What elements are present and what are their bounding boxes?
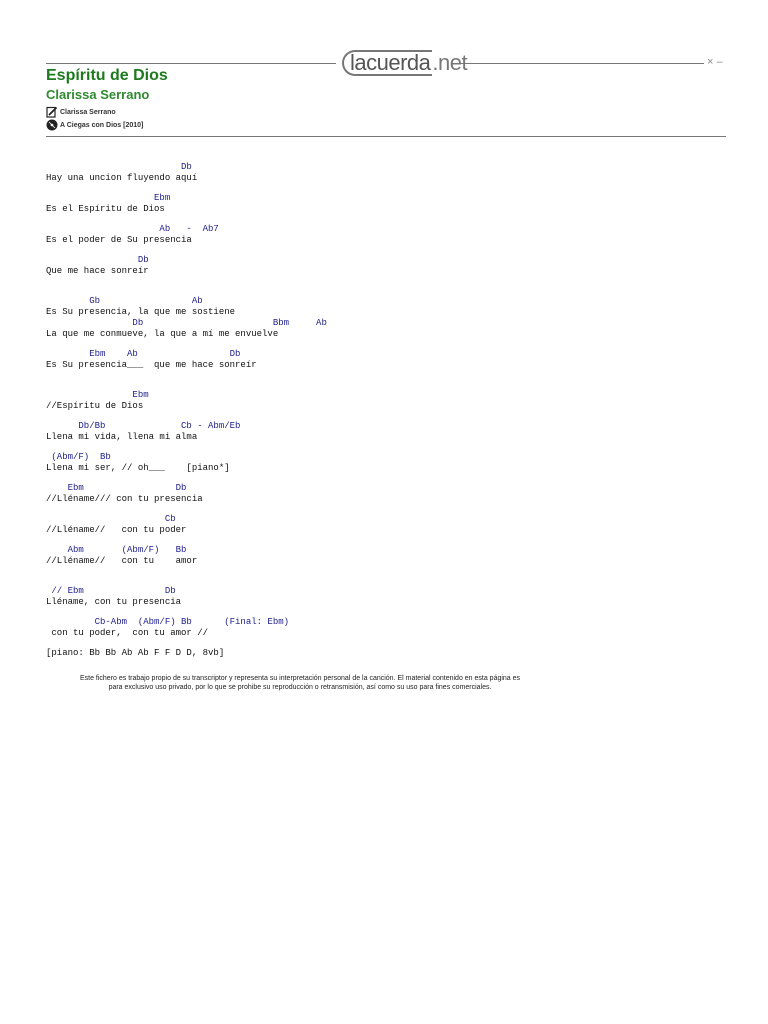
- pencil-icon: [46, 106, 58, 118]
- close-icon[interactable]: × –: [707, 56, 723, 68]
- lyric-line: //Lléname// con tu amor: [46, 556, 198, 566]
- line-gap: [46, 340, 327, 349]
- chord-line: Db/Bb Cb - Abm/Eb: [46, 421, 241, 431]
- chord-line: Ebm Ab Db: [46, 349, 241, 359]
- chord-line: Ab - Ab7: [46, 224, 219, 234]
- lyric-line: Llena mi ser, // oh___ [piano*]: [46, 463, 230, 473]
- lyric-line: //Espíritu de Dios: [46, 401, 144, 411]
- site-logo[interactable]: [342, 50, 467, 76]
- author-meta: [46, 106, 116, 118]
- stanza-gap: [46, 567, 327, 586]
- disclaimer-line-2: para exclusivo uso privado, por lo que se prohibe su reproducción o retransmisión, así como su uso para fines comerciales.: [108, 684, 492, 691]
- chord-line: Db: [46, 162, 192, 172]
- line-gap: [46, 184, 327, 193]
- logo-tld: .net: [432, 50, 468, 75]
- header-rule-bottom: [46, 136, 726, 137]
- line-gap: [46, 246, 327, 255]
- header-rule-left: [46, 63, 336, 64]
- song-title: Espíritu de Dios: [46, 67, 168, 84]
- author-name[interactable]: Clarissa Serrano: [60, 108, 116, 116]
- lyric-line: Lléname, con tu presencia: [46, 597, 182, 607]
- lyric-line: Es el poder de Su presencia: [46, 235, 192, 245]
- song-body: [46, 162, 327, 659]
- chord-line: Ebm: [46, 390, 149, 400]
- album-meta: [46, 119, 143, 131]
- lyric-line: //Lléname/// con tu presencia: [46, 494, 203, 504]
- line-gap: [46, 639, 327, 648]
- lyric-line: Que me hace sonreír: [46, 266, 149, 276]
- line-gap: [46, 505, 327, 514]
- line-gap: [46, 443, 327, 452]
- song-artist[interactable]: Clarissa Serrano: [46, 87, 150, 102]
- stanza-gap: [46, 371, 327, 390]
- lyric-line: Llena mi vida, llena mi alma: [46, 432, 198, 442]
- line-gap: [46, 412, 327, 421]
- disc-icon: [46, 119, 58, 131]
- header-rule-right: [460, 63, 704, 64]
- disclaimer: [30, 674, 570, 692]
- chord-line: Cb: [46, 514, 176, 524]
- lyric-line: Hay una uncion fluyendo aquí: [46, 173, 198, 183]
- chord-line: // Ebm Db: [46, 586, 176, 596]
- chord-line: Ebm: [46, 193, 171, 203]
- disclaimer-line-1: Este fichero es trabajo propio de su transcriptor y representa su interpretación personal de la canción. El material contenido en esta página es: [79, 675, 521, 682]
- logo-main: lacuerda: [342, 50, 432, 76]
- line-gap: [46, 536, 327, 545]
- chord-line: (Abm/F) Bb: [46, 452, 111, 462]
- chord-line: Db Bbm Ab: [46, 318, 327, 328]
- lyric-line: [piano: Bb Bb Ab Ab F F D D, 8vb]: [46, 648, 225, 658]
- line-gap: [46, 608, 327, 617]
- lyric-line: //Lléname// con tu poder: [46, 525, 187, 535]
- lyric-line: La que me conmueve, la que a mí me envuelve: [46, 329, 279, 339]
- lyric-line: Es el Espíritu de Dios: [46, 204, 165, 214]
- album-name[interactable]: A Ciegas con Dios [2010]: [60, 121, 144, 129]
- line-gap: [46, 215, 327, 224]
- chord-line: Db: [46, 255, 149, 265]
- lyric-line: Es Su presencia___ que me hace sonreír: [46, 360, 257, 370]
- lyric-line: con tu poder, con tu amor //: [46, 628, 209, 638]
- stanza-gap: [46, 277, 327, 296]
- chord-line: Abm (Abm/F) Bb: [46, 545, 187, 555]
- chord-line: Cb-Abm (Abm/F) Bb (Final: Ebm): [46, 617, 290, 627]
- line-gap: [46, 474, 327, 483]
- lyric-line: Es Su presencia, la que me sostiene: [46, 307, 236, 317]
- chord-line: Gb Ab: [46, 296, 203, 306]
- chord-line: Ebm Db: [46, 483, 187, 493]
